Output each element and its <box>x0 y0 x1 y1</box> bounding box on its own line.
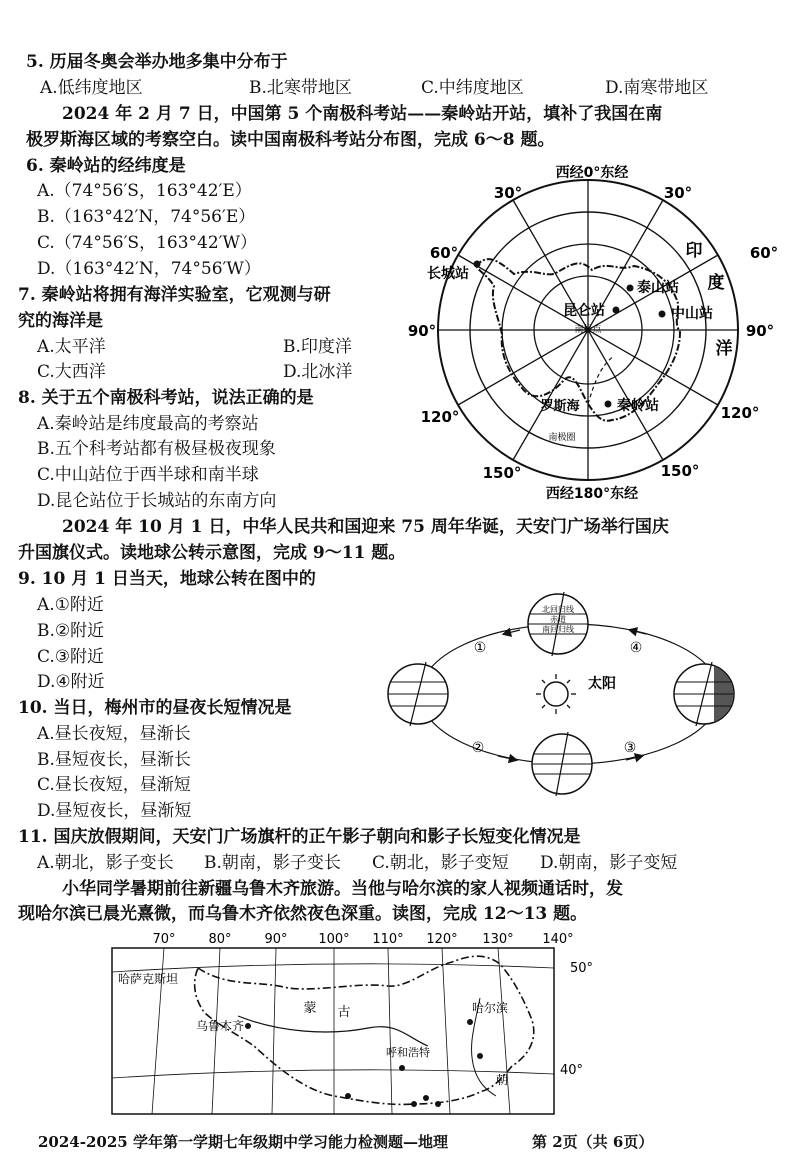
lon-label-60w: 60° <box>429 244 459 262</box>
q7-stem-line1: 7. 秦岭站将拥有海洋实验室，它观测与研 <box>18 285 331 305</box>
label-kazakhstan: 哈萨克斯坦 <box>117 972 179 986</box>
globe-right <box>674 662 734 726</box>
q5-option-d[interactable]: D.南寒带地区 <box>605 78 709 98</box>
q6-option-a[interactable]: A.（74°56′S，163°42′E） <box>37 181 252 201</box>
label-urumqi: 乌鲁木齐 <box>195 1019 245 1033</box>
q7-option-a[interactable]: A.太平洋 <box>37 337 106 357</box>
hohhot-dot <box>399 1065 405 1071</box>
sun-label: 太阳 <box>588 676 616 692</box>
intro-9-11-line1: 2024 年 10 月 1 日，中华人民共和国迎来 75 周年华诞，天安门广场举行国庆 <box>62 517 669 537</box>
q9-stem: 9. 10 月 1 日当天，地球公转在图中的 <box>18 569 316 589</box>
lat-40: 40° <box>560 1063 584 1078</box>
q11-option-d[interactable]: D.朝南，影子变短 <box>540 853 678 873</box>
q5-stem: 5. 历届冬奥会举办地多集中分布于 <box>26 52 288 72</box>
intro-12-13-line2: 现哈尔滨已晨光熹微，而乌鲁木齐依然夜色深重。读图，完成 12～13 题。 <box>18 904 588 924</box>
q11-option-c[interactable]: C.朝北，影子变短 <box>372 853 509 873</box>
lon-label-30w: 30° <box>493 184 523 202</box>
antarctic-circle-label: 南极圈 <box>548 433 576 443</box>
q8-option-c[interactable]: C.中山站位于西半球和南半球 <box>37 465 259 485</box>
intro-12-13-line1: 小华同学暑期前往新疆乌鲁木齐旅游。当他与哈尔滨的家人视频通话时，发 <box>62 879 623 899</box>
lon-label-120w: 120° <box>420 408 460 426</box>
q7-option-d[interactable]: D.北冰洋 <box>283 362 353 382</box>
orbit-arrow-2 <box>498 756 516 760</box>
footer-page-number: 第 2页（共 6页） <box>532 1133 654 1151</box>
q5-option-a[interactable]: A.低纬度地区 <box>40 78 143 98</box>
station-dot-kunlun <box>613 307 620 314</box>
q10-option-a[interactable]: A.昼长夜短，昼渐长 <box>37 724 191 744</box>
china-north-map <box>108 928 602 1118</box>
q11-stem: 11. 国庆放假期间，天安门广场旗杆的正午影子朝向和影子长短变化情况是 <box>18 827 581 847</box>
lon-140: 140° <box>542 932 574 947</box>
orbit-arrow-3 <box>626 756 642 760</box>
orbit-marker-3: ③ <box>623 740 637 756</box>
q10-stem: 10. 当日，梅州市的昼夜长短情况是 <box>18 698 292 718</box>
q5-option-b[interactable]: B.北寒带地区 <box>249 78 352 98</box>
label-korea-chao: 朝 <box>495 1073 509 1087</box>
q7-option-b[interactable]: B.印度洋 <box>283 337 352 357</box>
q6-option-b[interactable]: B.（163°42′N，74°56′E） <box>37 207 256 227</box>
lon-90: 90° <box>264 932 288 947</box>
q8-stem: 8. 关于五个南极科考站，说法正确的是 <box>18 388 314 408</box>
ross-sea-label: 罗斯海 <box>540 399 580 414</box>
q7-stem-line2: 究的海洋是 <box>18 311 103 331</box>
intro-9-11-line2: 升国旗仪式。读地球公转示意图，完成 9～11 题。 <box>18 543 406 563</box>
lon-120: 120° <box>426 932 458 947</box>
orbit-marker-2: ② <box>471 740 485 756</box>
label-tropic-capricorn: 南回归线 <box>542 625 574 634</box>
q8-option-d[interactable]: D.昆仑站位于长城站的东南方向 <box>37 491 277 511</box>
lon-label-30e: 30° <box>663 184 693 202</box>
label-harbin: 哈尔滨 <box>471 1001 509 1015</box>
globe-top <box>528 592 588 656</box>
station-dot-changcheng <box>474 261 481 268</box>
q10-option-b[interactable]: B.昼短夜长，昼渐长 <box>37 750 191 770</box>
station-dot-taishan <box>627 285 634 292</box>
q9-option-b[interactable]: B.②附近 <box>37 621 105 641</box>
station-dot-qinling <box>605 401 612 408</box>
orbit-arrow-4 <box>630 630 646 634</box>
antarctic-station-map <box>404 158 794 506</box>
globe-bottom <box>532 732 592 796</box>
sun <box>536 674 576 714</box>
q6-option-c[interactable]: C.（74°56′S，163°42′W） <box>37 233 257 253</box>
station-label-qinling: 秦岭站 <box>617 398 659 414</box>
map-bottom-label: 西经180°东经 <box>545 486 639 502</box>
station-label-kunlun: 昆仑站 <box>563 303 605 319</box>
q9-option-d[interactable]: D.④附近 <box>37 672 105 692</box>
q8-option-a[interactable]: A.秦岭站是纬度最高的考察站 <box>37 414 259 434</box>
q10-option-d[interactable]: D.昼短夜长，昼渐短 <box>37 801 192 821</box>
q6-stem: 6. 秦岭站的经纬度是 <box>26 156 186 176</box>
orbit-marker-4: ④ <box>629 640 643 656</box>
q8-option-b[interactable]: B.五个科考站都有极昼极夜现象 <box>37 439 276 459</box>
q7-option-c[interactable]: C.大西洋 <box>37 362 106 382</box>
map-top-label: 西经0°东经 <box>555 165 629 181</box>
q11-option-a[interactable]: A.朝北，影子变长 <box>37 853 174 873</box>
station-dot-zhongshan <box>659 311 666 318</box>
harbin-dot <box>467 1019 473 1025</box>
earth-orbit-diagram <box>380 588 760 802</box>
q6-option-d[interactable]: D.（163°42′N，74°56′W） <box>37 259 261 279</box>
intro-6-8-line1: 2024 年 2 月 7 日，中国第 5 个南极科考站——秦岭站开站，填补了我国在南 <box>62 104 663 124</box>
lat-50: 50° <box>570 961 594 976</box>
label-mongolia-meng: 蒙 <box>303 1001 317 1016</box>
lon-label-60e: 60° <box>749 244 779 262</box>
station-label-zhongshan: 中山站 <box>671 306 713 322</box>
ocean-char-du: 度 <box>707 273 725 293</box>
ocean-char-yin: 印 <box>685 241 703 261</box>
lon-80: 80° <box>208 932 232 947</box>
ross-ice-shelf-edge <box>588 356 614 404</box>
lon-label-150w: 150° <box>482 464 522 482</box>
label-hohhot: 呼和浩特 <box>386 1046 430 1059</box>
lon-label-90w: 90° <box>407 322 437 340</box>
globe-left <box>388 662 448 726</box>
station-label-taishan: 泰山站 <box>637 280 679 296</box>
urumqi-dot <box>245 1023 251 1029</box>
q9-option-c[interactable]: C.③附近 <box>37 647 105 667</box>
q9-option-a[interactable]: A.①附近 <box>37 595 104 615</box>
label-equator: 赤道 <box>550 615 566 624</box>
label-mongolia-gu: 古 <box>337 1005 351 1020</box>
intro-6-8-line2: 极罗斯海区域的考察空白。读中国南极科考站分布图，完成 6～8 题。 <box>26 130 555 150</box>
q11-option-b[interactable]: B.朝南，影子变长 <box>204 853 341 873</box>
station-label-changcheng: 长城站 <box>427 266 469 282</box>
lon-110: 110° <box>372 932 404 947</box>
q5-option-c[interactable]: C.中纬度地区 <box>421 78 524 98</box>
lon-70: 70° <box>152 932 176 947</box>
lon-label-150e: 150° <box>660 462 700 480</box>
lon-130: 130° <box>482 932 514 947</box>
lon-label-120e: 120° <box>720 404 760 422</box>
ocean-char-yang: 洋 <box>715 339 733 359</box>
q10-option-c[interactable]: C.昼长夜短，昼渐短 <box>37 775 191 795</box>
south-pole-label: 南极点 <box>574 325 602 335</box>
lon-label-90e: 90° <box>745 322 775 340</box>
orbit-marker-1: ① <box>473 640 487 656</box>
footer-title: 2024-2025 学年第一学期七年级期中学习能力检测题—地理 <box>38 1133 448 1151</box>
lon-100: 100° <box>318 932 350 947</box>
label-tropic-cancer: 北回归线 <box>542 605 574 614</box>
